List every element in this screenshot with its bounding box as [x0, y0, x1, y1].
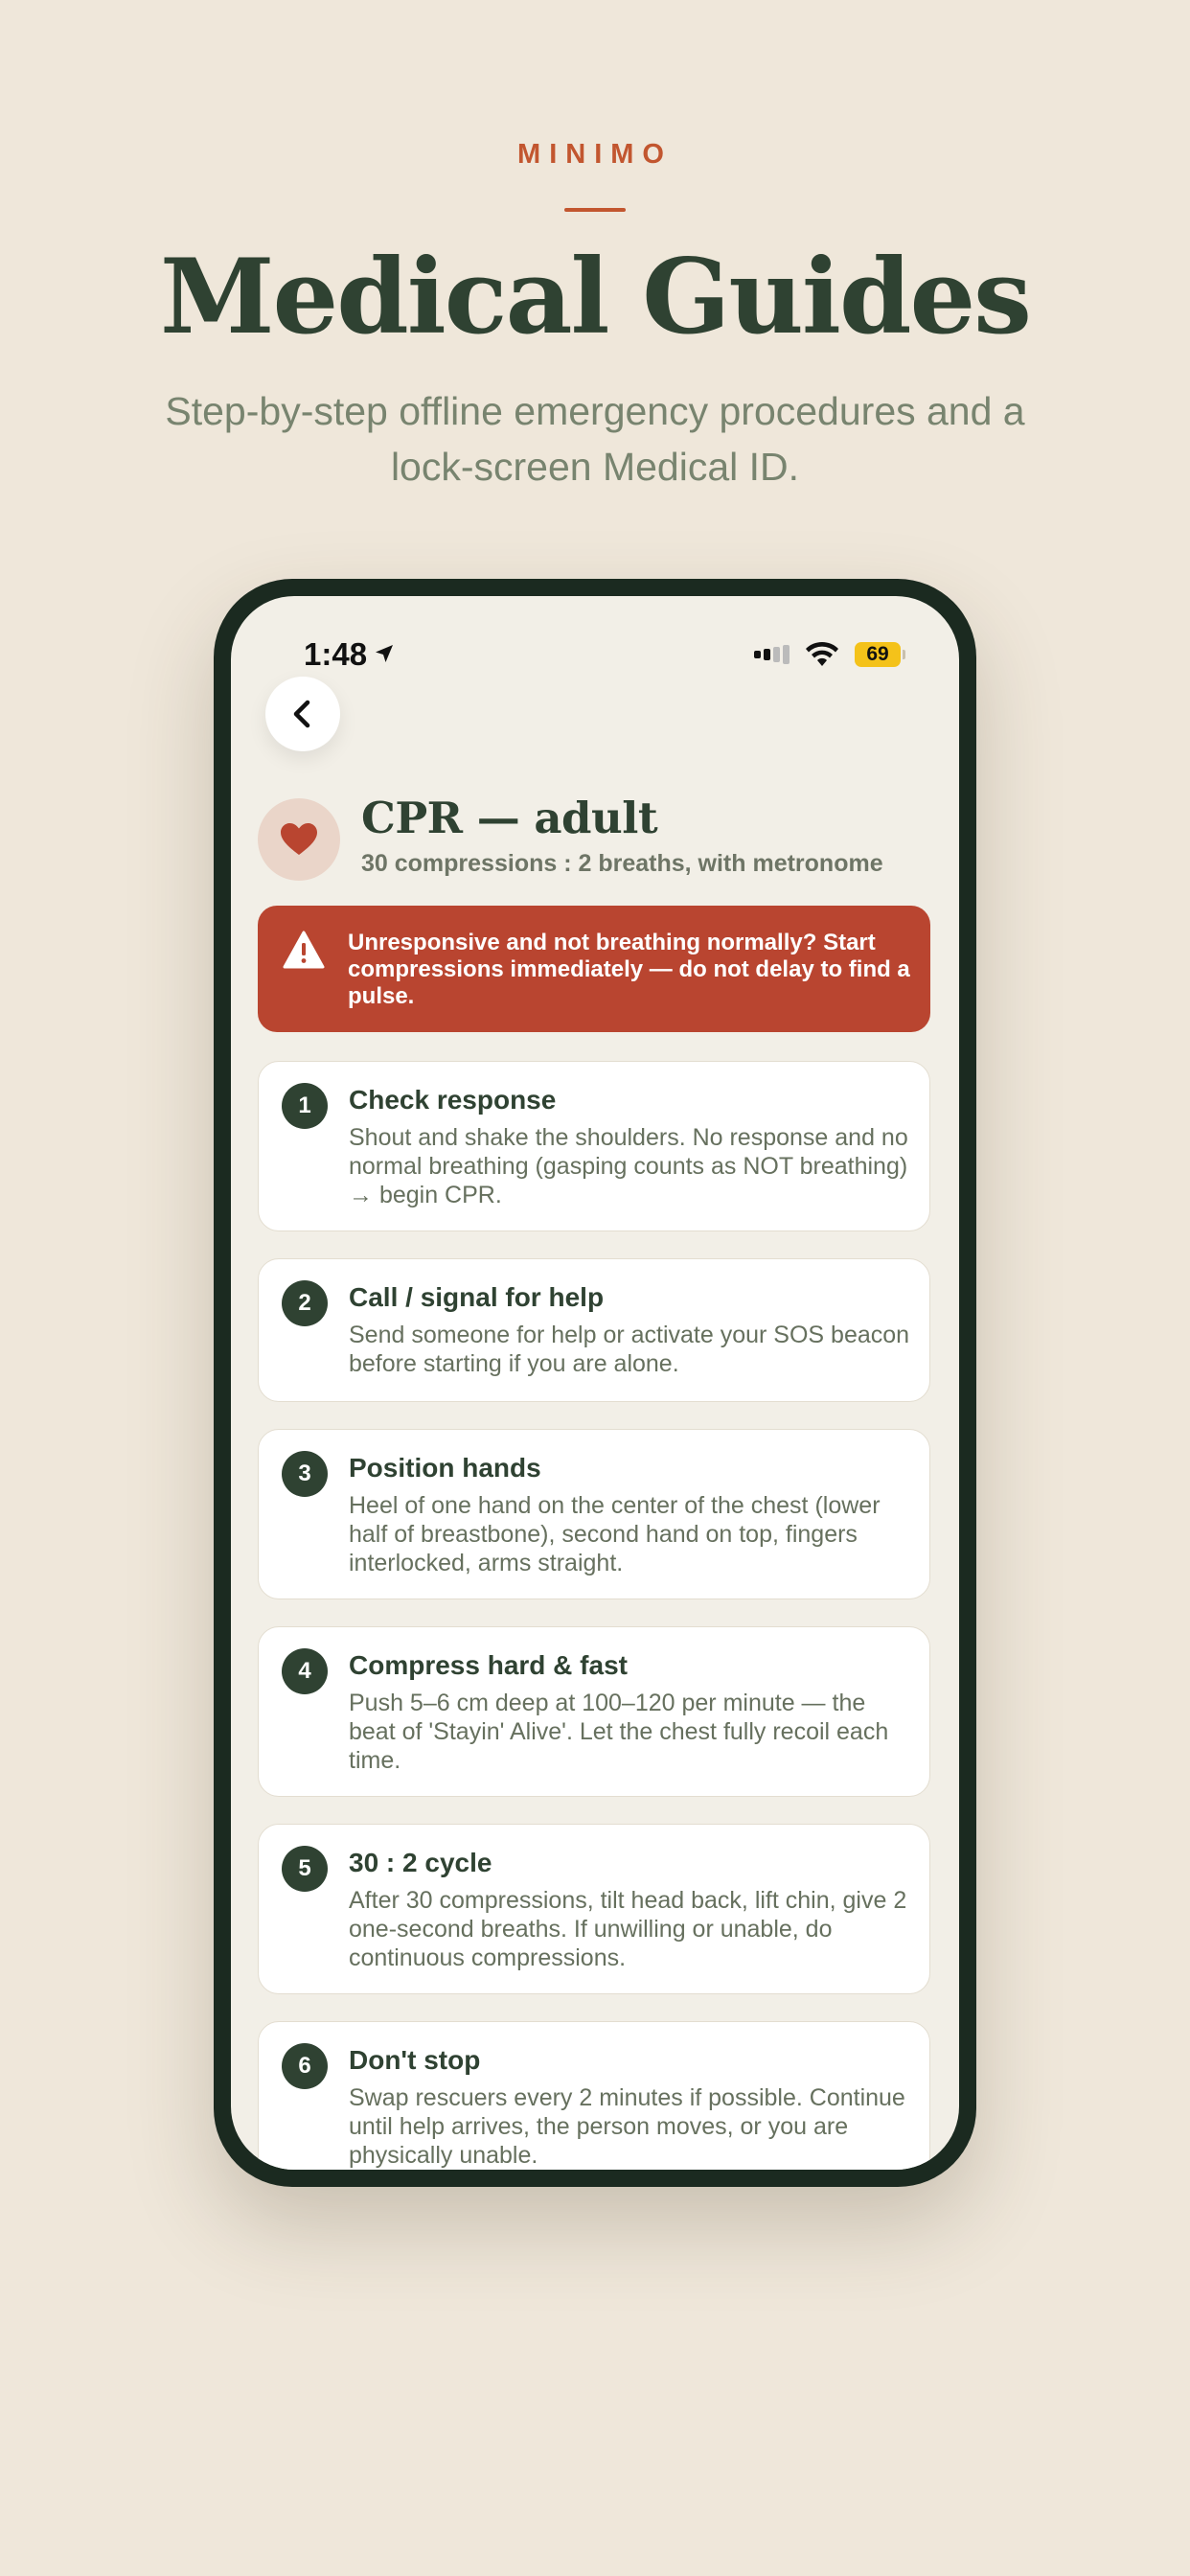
step-card[interactable]: [258, 1429, 930, 1599]
step-title: Don't stop: [349, 2045, 481, 2075]
brand-divider: [564, 208, 626, 212]
step-number: 6: [282, 2043, 328, 2089]
step-card[interactable]: [258, 1626, 930, 1797]
step-body: Shout and shake the shoulders. No response and no normal breathing (gasping counts as NOT breathing) → begin CPR.: [349, 1124, 908, 1208]
time-label: 1:48: [304, 636, 368, 672]
location-arrow-icon: [373, 641, 396, 672]
wifi-icon: [805, 641, 839, 668]
step-title: Check response: [349, 1085, 557, 1115]
step-body: Send someone for help or activate your SOS beacon before starting if you are alone.: [349, 1322, 910, 1377]
battery-icon: [855, 642, 905, 667]
step-card[interactable]: [258, 2021, 930, 2170]
step-card[interactable]: [258, 1258, 930, 1402]
step-number: 2: [282, 1280, 328, 1326]
status-bar-time: [304, 636, 396, 673]
warning-icon: [283, 931, 325, 969]
step-body: Push 5–6 cm deep at 100–120 per minute — the beat of 'Stayin' Alive'. Let the chest fully recoil each time.: [349, 1690, 889, 1774]
status-bar-indicators: [754, 636, 905, 673]
battery-level: 69: [855, 642, 901, 667]
page-subheadline: Step-by-step offline emergency procedures and a lock-screen Medical ID.: [165, 389, 1025, 489]
alert-text: Unresponsive and not breathing normally? Start compressions immediately — do not delay to find a pulse.: [348, 930, 910, 1009]
step-body: Heel of one hand on the center of the chest (lower half of breastbone), second hand on top, fingers interlocked, arms straight.: [349, 1492, 881, 1576]
step-card[interactable]: [258, 1061, 930, 1231]
step-title: 30 : 2 cycle: [349, 1848, 492, 1877]
step-body: Swap rescuers every 2 minutes if possible. Continue until help arrives, the person moves, or you are physically unable.: [349, 2084, 905, 2169]
step-title: Position hands: [349, 1453, 541, 1483]
cellular-signal-icon: [754, 645, 790, 664]
step-number: 5: [282, 1846, 328, 1892]
back-button[interactable]: [265, 677, 340, 751]
guide-icon-badge: [258, 798, 340, 881]
step-number: 4: [282, 1648, 328, 1694]
page-headline: Medical Guides: [160, 237, 1030, 357]
guide-subtitle: 30 compressions : 2 breaths, with metronome: [361, 850, 883, 877]
step-number: 1: [282, 1083, 328, 1129]
step-card[interactable]: [258, 1824, 930, 1994]
guide-title: CPR — adult: [361, 793, 658, 843]
step-body: After 30 compressions, tilt head back, lift chin, give 2 one-second breaths. If unwilling or unable, do continuous compressions.: [349, 1887, 907, 1971]
step-title: Compress hard & fast: [349, 1650, 628, 1680]
step-number: 3: [282, 1451, 328, 1497]
step-title: Call / signal for help: [349, 1282, 605, 1312]
phone-screen: [231, 596, 959, 2170]
heart-icon: [280, 822, 318, 857]
brand-name: MINIMO: [517, 139, 673, 170]
alert-banner: [258, 906, 930, 1032]
phone-frame: [214, 579, 976, 2187]
chevron-left-icon: [286, 698, 319, 730]
